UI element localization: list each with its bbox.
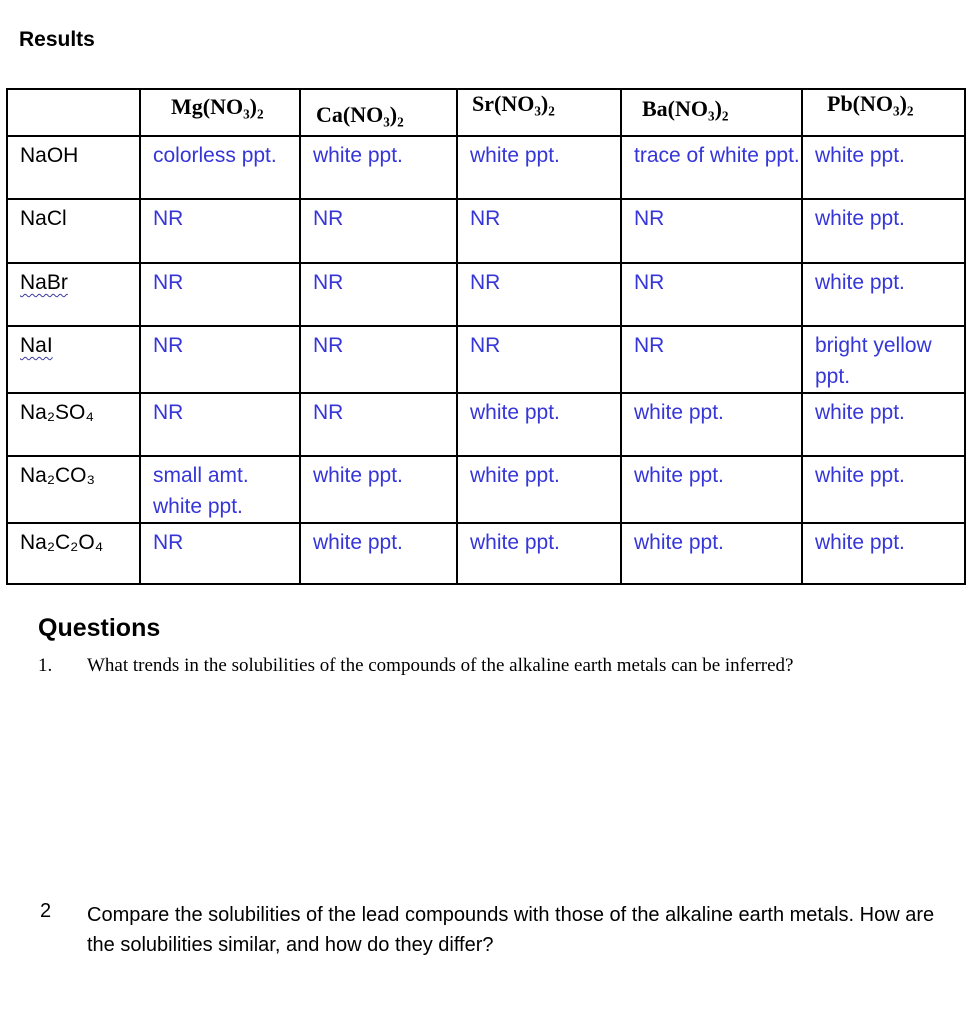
reagent-label: Na₂CO₃ — [20, 464, 96, 487]
reagent-cell — [7, 393, 140, 456]
reagent-label: Na₂C₂O₄ — [20, 531, 104, 554]
result-cell: colorless ppt. — [140, 136, 300, 199]
question-number: 2 — [40, 900, 52, 922]
table-row — [7, 136, 965, 199]
result-cell: white ppt. — [802, 393, 965, 456]
result-cell: white ppt. — [300, 456, 457, 523]
result-cell: white ppt. — [802, 136, 965, 199]
header-mg: Mg(NO₃)₂ — [140, 89, 300, 136]
result-cell: white ppt. — [300, 523, 457, 584]
result-cell: white ppt. — [457, 136, 621, 199]
reagent-cell — [7, 456, 140, 523]
result-cell: white ppt. — [457, 523, 621, 584]
table-row — [7, 456, 965, 523]
table-row — [7, 199, 965, 263]
reagent-label: Na₂SO₄ — [20, 401, 94, 424]
reagent-label: NaOH — [20, 144, 79, 167]
table-row — [7, 523, 965, 584]
header-ca: Ca(NO₃)₂ — [300, 89, 457, 136]
result-cell: white ppt. — [802, 199, 965, 263]
result-cell: NR — [300, 263, 457, 326]
result-cell: white ppt. — [621, 393, 802, 456]
reagent-cell — [7, 523, 140, 584]
result-cell: NR — [457, 263, 621, 326]
result-cell: NR — [140, 199, 300, 263]
table-row — [7, 263, 965, 326]
result-cell: NR — [457, 199, 621, 263]
table-row — [7, 326, 965, 393]
header-row — [7, 89, 965, 136]
reagent-label: NaCl — [20, 207, 67, 230]
result-cell: NR — [621, 263, 802, 326]
reagent-cell — [7, 263, 140, 326]
result-cell: white ppt. — [802, 456, 965, 523]
results-table — [6, 88, 966, 585]
result-cell: small amt. white ppt. — [140, 456, 300, 523]
result-cell: NR — [300, 326, 457, 393]
result-cell: NR — [621, 326, 802, 393]
results-heading: Results — [19, 28, 95, 51]
result-cell: white ppt. — [300, 136, 457, 199]
result-cell: NR — [621, 199, 802, 263]
result-cell: NR — [140, 263, 300, 326]
result-cell: white ppt. — [457, 456, 621, 523]
question-number: 1. — [38, 655, 53, 676]
question-text: What trends in the solubilities of the compounds of the alkaline earth metals can be inferred? — [87, 655, 794, 676]
corner-header — [7, 89, 140, 136]
reagent-label: NaI — [20, 334, 53, 357]
reagent-label: NaBr — [20, 271, 68, 294]
result-cell: white ppt. — [457, 393, 621, 456]
result-cell: NR — [300, 199, 457, 263]
result-cell: NR — [457, 326, 621, 393]
result-cell: NR — [300, 393, 457, 456]
header-ba: Ba(NO₃)₂ — [621, 89, 802, 136]
result-cell: white ppt. — [802, 523, 965, 584]
result-cell: white ppt. — [621, 456, 802, 523]
header-pb: Pb(NO₃)₂ — [802, 89, 965, 136]
result-cell: white ppt. — [621, 523, 802, 584]
result-cell: NR — [140, 523, 300, 584]
result-cell: NR — [140, 393, 300, 456]
questions-heading: Questions — [38, 614, 161, 642]
header-sr: Sr(NO₃)₂ — [457, 89, 621, 136]
result-cell: NR — [140, 326, 300, 393]
result-cell: bright yellow ppt. — [802, 326, 965, 393]
reagent-cell — [7, 136, 140, 199]
result-cell: trace of white ppt. — [621, 136, 802, 199]
reagent-cell — [7, 326, 140, 393]
reagent-cell — [7, 199, 140, 263]
question-text: Compare the solubilities of the lead compounds with those of the alkaline earth metals. How are the solubilities similar, and how do they differ? — [87, 904, 935, 956]
result-cell: white ppt. — [802, 263, 965, 326]
table-row — [7, 393, 965, 456]
